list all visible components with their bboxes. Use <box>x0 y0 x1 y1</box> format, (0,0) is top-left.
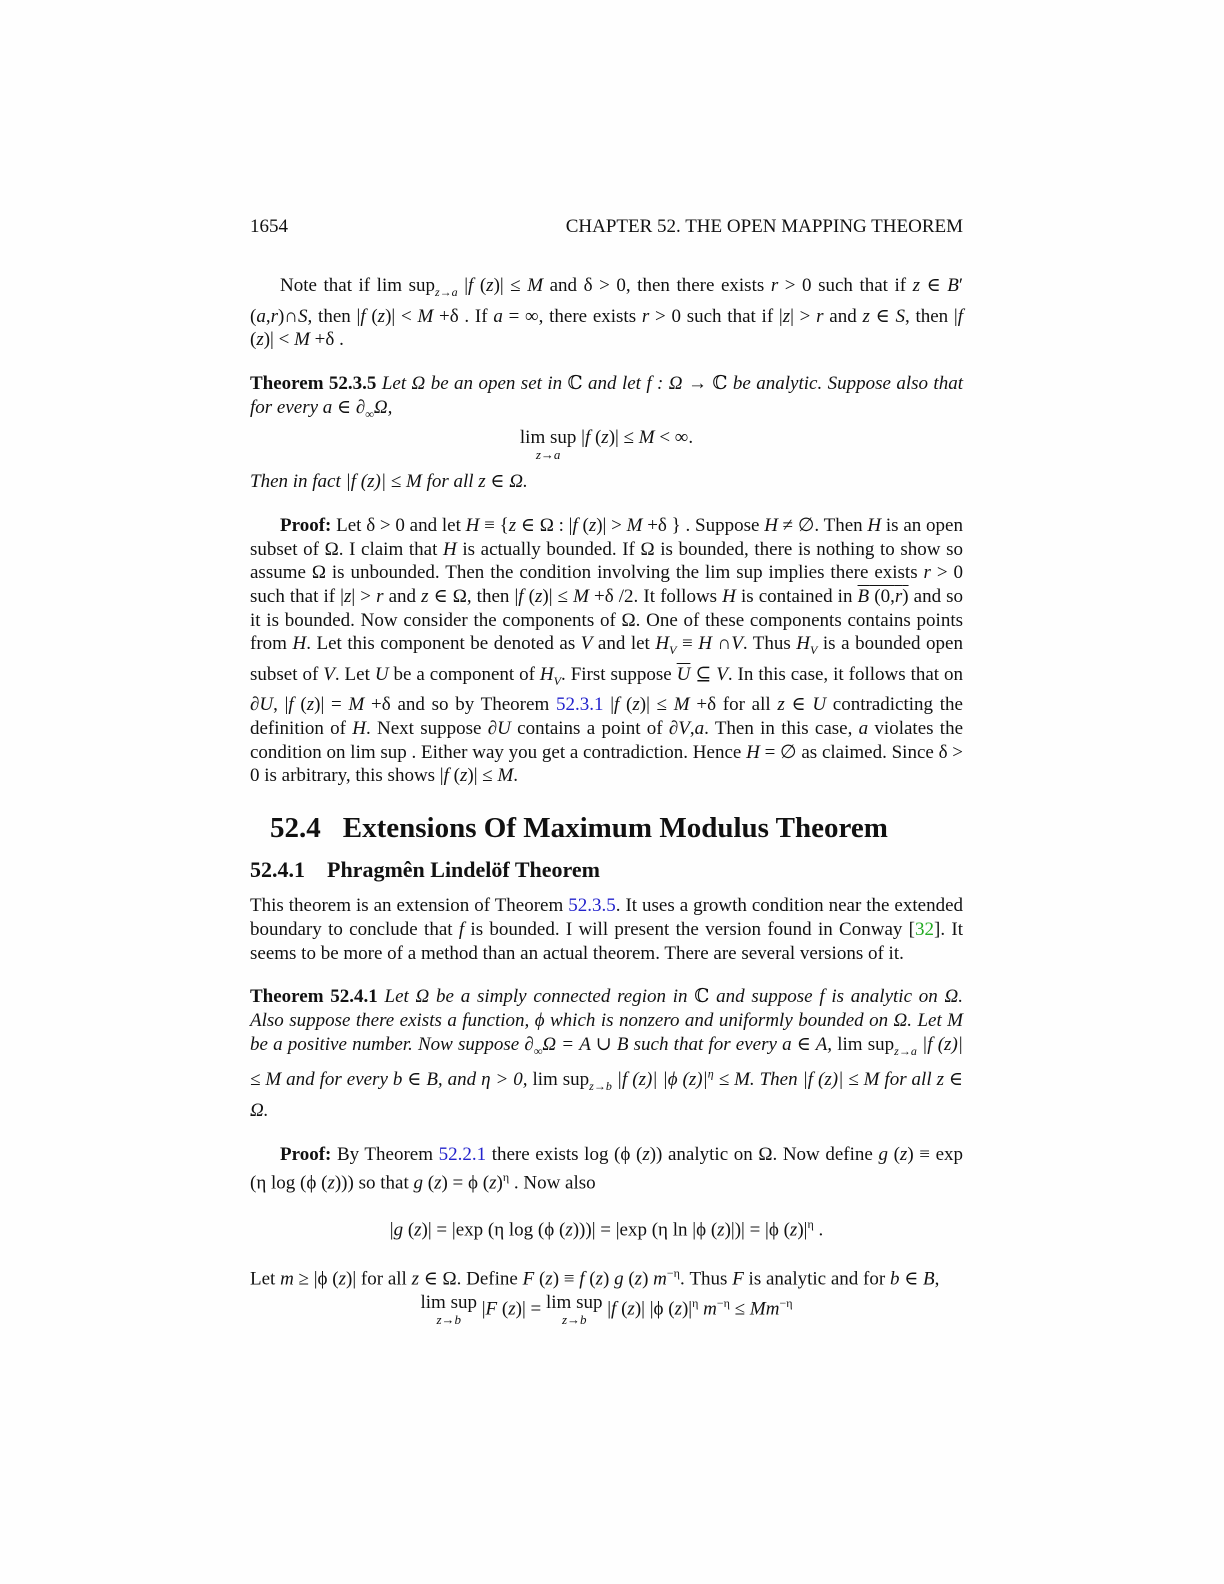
theorem-link[interactable]: 52.3.5 <box>568 895 616 917</box>
section-heading: 52.4 Extensions Of Maximum Modulus Theorem <box>270 812 888 845</box>
theorem-52-4-1: Theorem 52.4.1 Let Ω be a simply connected region in ℂ and suppose f is analytic on Ω. Also suppose there exists a function, ϕ which is nonzero and uniformly bounded on Ω. Let M be a positive number. Now suppose $\partial_\infty\Omega = A$ ∪ B such that for every a ∈ A, lim sup$_{z\to a}$ |f (z)| ≤ M and for every b ∈ B, and η > 0, lim sup$_{z\to b}$ |f (z)| |ϕ $(z)|^\eta \le M$. Then |f (z)| ≤ M for all z ∈ Ω. <box>250 986 963 1121</box>
theorem-link[interactable]: 52.3.1 <box>555 694 604 716</box>
paragraph-define-F: Let m ≥ |ϕ (z)| for all z ∈ Ω. Define F (z) ≡ f (z) g (z) $m^{-\eta}$. Thus F is analytic and for b ∈ B, <box>250 1266 940 1290</box>
page-number: 1654 <box>250 216 288 237</box>
citation-link[interactable]: 32 <box>915 918 935 940</box>
theorem-52-3-5: Theorem 52.3.5 Let Ω be an open set in ℂ and let f : Ω → ℂ be analytic. Suppose also that for every a ∈ $\partial_\infty\Omega$, <box>250 372 963 421</box>
theorem-label: Theorem 52.3.5 <box>250 372 377 394</box>
display-equation: lim sup z→b |F (z)| = lim sup z→b |f (z)| |ϕ $(z)|^\eta$ $m^{-\eta} \le Mm^{-\eta}$ <box>420 1292 793 1328</box>
subsection-heading: 52.4.1 Phragmên Lindelöf Theorem <box>250 857 600 883</box>
proof-label: Proof: <box>280 1143 332 1165</box>
running-header <box>250 216 963 246</box>
chapter-title: CHAPTER 52. THE OPEN MAPPING THEOREM <box>565 216 963 237</box>
display-equation: lim sup z→a |f (z)| ≤ M < ∞. <box>519 427 694 463</box>
proof-paragraph-1: Proof: Let δ > 0 and let H ≡ {z ∈ Ω : |f (z)| > M +δ } . Suppose H ≠ ∅. Then H is an open subset of Ω. I claim that H is actually bounded. If Ω is bounded, there is nothing to show so assume Ω is unbounded. Then the condition involving the lim sup implies there exists r > 0 such that if |z| > r and z ∈ Ω, then |f (z)| ≤ M +δ /2. It follows H is contained in B (0,r) and so it is bounded. Now consider the components of Ω. One of these components contains points from H. Let this component be denoted as V and let $H_V \equiv H$ ∩V. Thus $H_V$ is a bounded open subset of V. Let U be a component of $H_V$. First suppose $\overline{U}$ ⊆ V. In this case, it follows that on ∂U, |f (z)| = M +δ and so by Theorem 52.3.1 |f (z)| ≤ M +δ for all z ∈ U contradicting the definition of H. Next suppose ∂U contains a point of ∂V,a. Then in this case, a violates the condition on lim sup . Either way you get a contradiction. Hence H = ∅ as claimed. Since δ > 0 is arbitrary, this shows |f (z)| ≤ M. <box>250 514 964 787</box>
theorem-link[interactable]: 52.2.1 <box>438 1143 487 1165</box>
intro-paragraph: This theorem is an extension of Theorem 52.3.5. It uses a growth condition near the extended boundary to conclude that f is bounded. I will present the version found in Conway [32]. It seems to be more of a method than an actual theorem. There are several versions of it. <box>250 895 964 964</box>
theorem-conclusion: Then in fact |f (z)| ≤ M for all z ∈ Ω. <box>250 471 528 493</box>
display-equation: |g (z)| = |exp (η log (ϕ (z)))| = |exp (η ln |ϕ (z)|)| = |ϕ $(z)|^\eta$ . <box>389 1217 824 1241</box>
theorem-label: Theorem 52.4.1 <box>250 986 378 1008</box>
proof-paragraph-2: Proof: By Theorem 52.2.1 there exists log (ϕ (z)) analytic on Ω. Now define g (z) ≡ exp (η log (ϕ (z))) so that g (z) = ϕ $(z)^\eta$ . Now also <box>250 1143 964 1194</box>
page-content <box>250 216 963 1327</box>
proof-label: Proof: <box>280 514 332 536</box>
paragraph-note: Note that if lim sup$_{z\to a}$ |f (z)| ≤ M and δ > 0, then there exists r > 0 such that if z ∈ B′ (a,r)∩S, then |f (z)| < M +δ . If a = ∞, there exists r > 0 such that if |z| > r and z ∈ S, then |f (z)| < M +δ . <box>250 275 964 351</box>
